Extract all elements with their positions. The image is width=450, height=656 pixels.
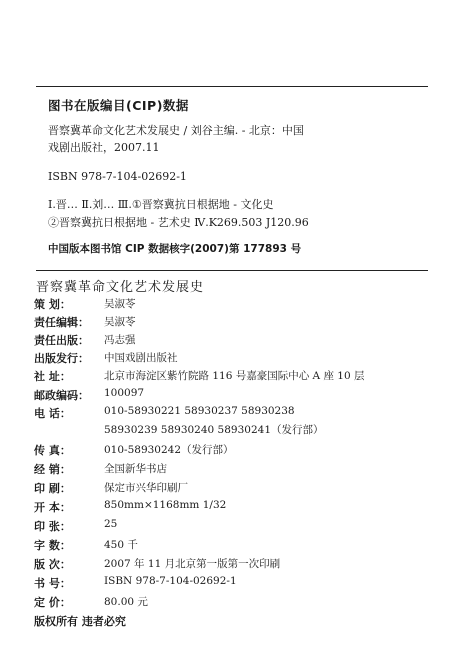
phone-value-2: 58930239 58930240 58930241（发行部） (104, 424, 324, 436)
fax-value: 010-58930242（发行部） (104, 444, 234, 456)
middle-rule (36, 270, 428, 271)
top-rule (36, 86, 428, 87)
format-label: 开 本： (34, 501, 71, 514)
cip-subject-line-1: Ⅰ.晋… Ⅱ.刘… Ⅲ.①晋察冀抗日根据地 - 文化史 (48, 198, 274, 211)
distributor-label: 经 销： (34, 463, 71, 476)
publisher-value: 中国戏剧出版社 (104, 352, 178, 364)
isbn-value: ISBN 978-7-104-02692-1 (104, 575, 237, 587)
planner-value: 吴淑苓 (104, 298, 136, 310)
book-title: 晋察冀革命文化艺术发展史 (36, 280, 205, 295)
isbn-label: 书 号： (34, 577, 71, 590)
printer-label: 印 刷： (34, 482, 71, 495)
sheets-label: 印 张： (34, 520, 71, 533)
supervisor-label: 责任出版： (34, 334, 89, 347)
publisher-label: 出版发行： (34, 352, 89, 365)
phone-label: 电 话： (34, 407, 71, 420)
printer-value: 保定市兴华印刷厂 (104, 482, 188, 494)
cip-title-line: 晋察冀革命文化艺术发展史 / 刘谷主编. - 北京：中国 (48, 124, 304, 137)
words-label: 字 数： (34, 539, 71, 552)
edition-value: 2007 年 11 月北京第一版第一次印刷 (104, 558, 281, 570)
supervisor-value: 冯志强 (104, 334, 136, 346)
copyright-notice: 版权所有 违者必究 (34, 615, 126, 628)
editor-label: 责任编辑： (34, 316, 89, 329)
postcode-label: 邮政编码： (34, 389, 89, 402)
price-label: 定 价： (34, 596, 71, 609)
sheets-value: 25 (104, 518, 118, 530)
words-value: 450 千 (104, 539, 138, 551)
price-value: 80.00 元 (104, 596, 148, 608)
fax-label: 传 真： (34, 444, 71, 457)
postcode-value: 100097 (104, 387, 145, 399)
edition-label: 版 次： (34, 558, 71, 571)
cip-isbn: ISBN 978-7-104-02692-1 (48, 170, 187, 183)
phone-value-1: 010-58930221 58930237 58930238 (104, 405, 295, 417)
cip-record-number: 中国版本图书馆 CIP 数据核字(2007)第 177893 号 (48, 243, 302, 255)
cip-heading: 图书在版编目(CIP)数据 (48, 98, 189, 113)
editor-value: 吴淑苓 (104, 316, 136, 328)
planner-label: 策 划： (34, 298, 71, 311)
address-label: 社 址： (34, 370, 71, 383)
cip-subject-line-2: ②晋察冀抗日根据地 - 艺术史 Ⅳ.K269.503 J120.96 (48, 216, 309, 229)
distributor-value: 全国新华书店 (104, 463, 167, 475)
address-value: 北京市海淀区紫竹院路 116 号嘉豪国际中心 A 座 10 层 (104, 370, 365, 382)
cip-publisher-line: 戏剧出版社，2007.11 (48, 141, 160, 154)
format-value: 850mm×1168mm 1/32 (104, 499, 227, 511)
